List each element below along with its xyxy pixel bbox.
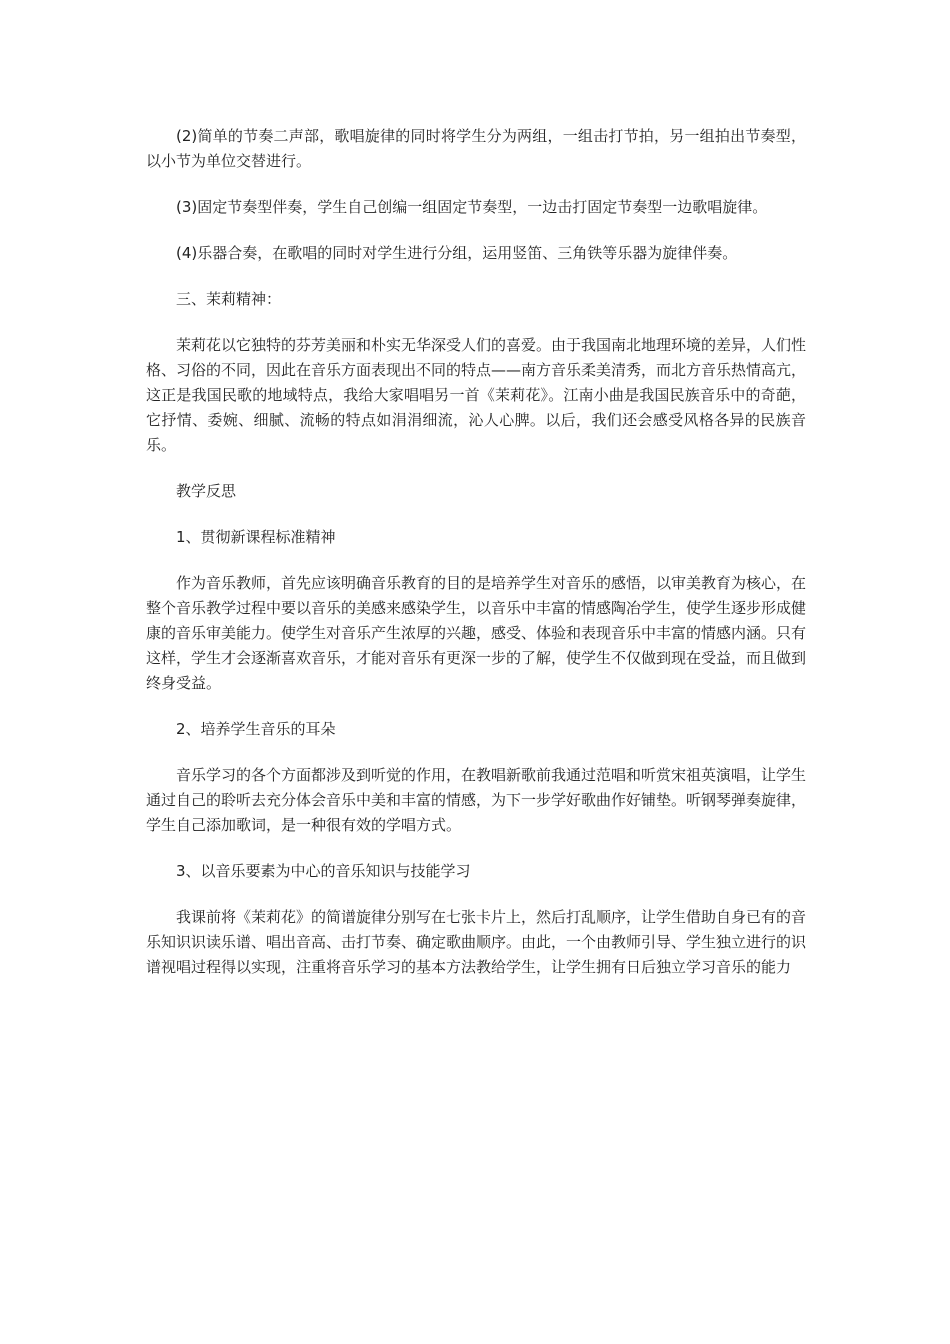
section-heading-jasmine-spirit: 三、茉莉精神：: [176, 290, 282, 308]
subheading-curriculum-standards: 1、贯彻新课程标准精神: [176, 528, 336, 546]
paragraph-curriculum-standards: 作为音乐教师，首先应该明确音乐教育的目的是培养学生对音乐的感悟，以审美教育为核心，在整个音乐教学过程中要以音乐的美感来感染学生，以音乐中丰富的情感陶冶学生，使学生逐步形成健康的音乐审美能力。使学生对音乐产生浓厚的兴趣，感受、体验和表现音乐中丰富的情感内涵。只有这样，学生才会逐渐喜欢音乐，才能对音乐有更深一步的了解，使学生不仅做到现在受益，而且做到终身受益。: [146, 574, 807, 692]
subheading-musical-ears: 2、培养学生音乐的耳朵: [176, 720, 336, 738]
paragraph-music-elements: 我课前将《茉莉花》的简谱旋律分别写在七张卡片上，然后打乱顺序，让学生借助自身已有的音乐知识识读乐谱、唱出音高、击打节奏、确定歌曲顺序。由此，一个由教师引导、学生独立进行的识谱视唱过程得以实现，注重将音乐学习的基本方法教给学生，让学生拥有日后独立学习音乐的能力: [146, 908, 807, 976]
subheading-music-elements: 3、以音乐要素为中心的音乐知识与技能学习: [176, 862, 471, 880]
paragraph-item-3: (3)固定节奏型伴奏，学生自己创编一组固定节奏型，一边击打固定节奏型一边歌唱旋律。: [176, 198, 768, 216]
section-heading-teaching-reflection: 教学反思: [176, 482, 237, 500]
paragraph-jasmine-spirit: 茉莉花以它独特的芬芳美丽和朴实无华深受人们的喜爱。由于我国南北地理环境的差异，人们性格、习俗的不同，因此在音乐方面表现出不同的特点——南方音乐柔美清秀，而北方音乐热情高亢，这正是我国民歌的地域特点，我给大家唱唱另一首《茉莉花》。江南小曲是我国民族音乐中的奇葩，它抒情、委婉、细腻、流畅的特点如涓涓细流，沁人心脾。以后，我们还会感受风格各异的民族音乐。: [146, 336, 807, 454]
paragraph-item-2: (2)简单的节奏二声部，歌唱旋律的同时将学生分为两组，一组击打节拍，另一组拍出节奏型，以小节为单位交替进行。: [146, 127, 806, 170]
paragraph-musical-ears: 音乐学习的各个方面都涉及到听觉的作用，在教唱新歌前我通过范唱和听赏宋祖英演唱，让学生通过自己的聆听去充分体会音乐中美和丰富的情感，为下一步学好歌曲作好铺垫。听钢琴弹奏旋律，学生自己添加歌词，是一种很有效的学唱方式。: [146, 766, 807, 834]
document-page: [146, 124, 806, 1001]
paragraph-item-4: (4)乐器合奏，在歌唱的同时对学生进行分组，运用竖笛、三角铁等乐器为旋律伴奏。: [176, 244, 738, 262]
